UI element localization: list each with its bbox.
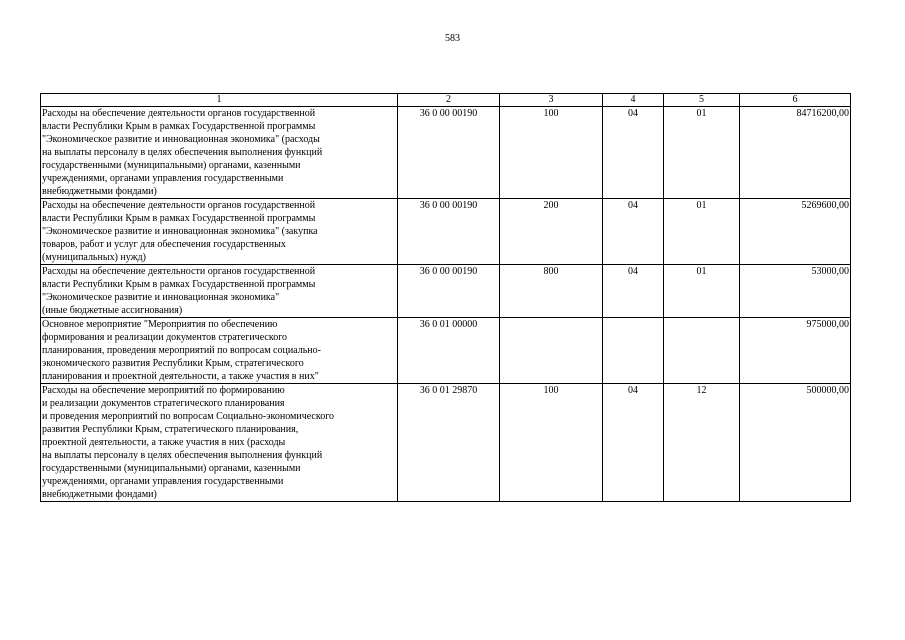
description-line: "Экономическое развитие и инновационная экономика" [42, 292, 280, 303]
description-line: власти Республики Крым в рамках Государственной программы [42, 279, 316, 290]
row-amount: 975000,00 [740, 318, 851, 384]
header-col-4: 4 [603, 94, 664, 107]
description-line: планирования и проектной деятельности, а также участия в них" [42, 371, 319, 382]
row-col-4: 04 [603, 107, 664, 199]
row-col-3: 800 [500, 265, 603, 318]
row-col-5: 01 [664, 107, 740, 199]
row-code: 36 0 00 00190 [398, 107, 500, 199]
row-code: 36 0 01 00000 [398, 318, 500, 384]
description-line: на выплаты персоналу в целях обеспечения выполнения функций [42, 450, 323, 461]
row-col-3: 100 [500, 384, 603, 502]
page-number: 583 [445, 33, 460, 44]
description-line: экономического развития Республики Крым, стратегического [42, 358, 304, 369]
row-amount: 84716200,00 [740, 107, 851, 199]
description-line: "Экономическое развитие и инновационная экономика" (расходы [42, 134, 320, 145]
description-line: Расходы на обеспечение деятельности органов государственной [42, 266, 316, 277]
description-line: Расходы на обеспечение деятельности органов государственной [42, 108, 316, 119]
budget-table [40, 93, 851, 502]
table-row [41, 384, 851, 502]
description-line: государственными (муниципальными) органами, казенными [42, 463, 301, 474]
header-col-5: 5 [664, 94, 740, 107]
description-line: государственными (муниципальными) органами, казенными [42, 160, 301, 171]
row-col-5: 12 [664, 384, 740, 502]
row-col-5: 01 [664, 265, 740, 318]
description-line: товаров, работ и услуг для обеспечения государственных [42, 239, 286, 250]
description-line: (муниципальных) нужд) [42, 252, 146, 263]
row-col-4: 04 [603, 199, 664, 265]
row-col-3: 100 [500, 107, 603, 199]
row-col-3 [500, 318, 603, 384]
description-line: планирования, проведения мероприятий по вопросам социально- [42, 345, 321, 356]
row-amount: 53000,00 [740, 265, 851, 318]
table-row [41, 318, 851, 384]
row-description [41, 318, 398, 384]
row-description [41, 199, 398, 265]
description-line: внебюджетными фондами) [42, 186, 157, 197]
header-col-6: 6 [740, 94, 851, 107]
header-col-3: 3 [500, 94, 603, 107]
description-line: развития Республики Крым, стратегического планирования, [42, 424, 299, 435]
row-col-3: 200 [500, 199, 603, 265]
row-code: 36 0 00 00190 [398, 265, 500, 318]
description-line: "Экономическое развитие и инновационная экономика" (закупка [42, 226, 318, 237]
row-col-4 [603, 318, 664, 384]
description-line: власти Республики Крым в рамках Государственной программы [42, 121, 316, 132]
description-line: формирования и реализации документов стратегического [42, 332, 288, 343]
description-line: Расходы на обеспечение мероприятий по формированию [42, 385, 285, 396]
row-description [41, 107, 398, 199]
description-line: и проведения мероприятий по вопросам Социально-экономического [42, 411, 335, 422]
header-col-2: 2 [398, 94, 500, 107]
description-line: учреждениями, органами управления государственными [42, 476, 284, 487]
table-row [41, 107, 851, 199]
table-body [41, 107, 851, 502]
row-code: 36 0 00 00190 [398, 199, 500, 265]
description-line: Основное мероприятие "Мероприятия по обеспечению [42, 319, 278, 330]
table-header-row [41, 94, 851, 107]
row-col-5: 01 [664, 199, 740, 265]
row-col-5 [664, 318, 740, 384]
description-line: (иные бюджетные ассигнования) [42, 305, 183, 316]
row-description [41, 384, 398, 502]
row-code: 36 0 01 29870 [398, 384, 500, 502]
row-col-4: 04 [603, 265, 664, 318]
table-row [41, 199, 851, 265]
row-amount: 5269600,00 [740, 199, 851, 265]
row-col-4: 04 [603, 384, 664, 502]
description-line: внебюджетными фондами) [42, 489, 157, 500]
description-line: Расходы на обеспечение деятельности органов государственной [42, 200, 316, 211]
description-line: на выплаты персоналу в целях обеспечения выполнения функций [42, 147, 323, 158]
description-line: проектной деятельности, а также участия в них (расходы [42, 437, 286, 448]
description-line: и реализации документов стратегического планирования [42, 398, 285, 409]
description-line: учреждениями, органами управления государственными [42, 173, 284, 184]
header-col-1: 1 [41, 94, 398, 107]
row-amount: 500000,00 [740, 384, 851, 502]
description-line: власти Республики Крым в рамках Государственной программы [42, 213, 316, 224]
row-description [41, 265, 398, 318]
table-row [41, 265, 851, 318]
